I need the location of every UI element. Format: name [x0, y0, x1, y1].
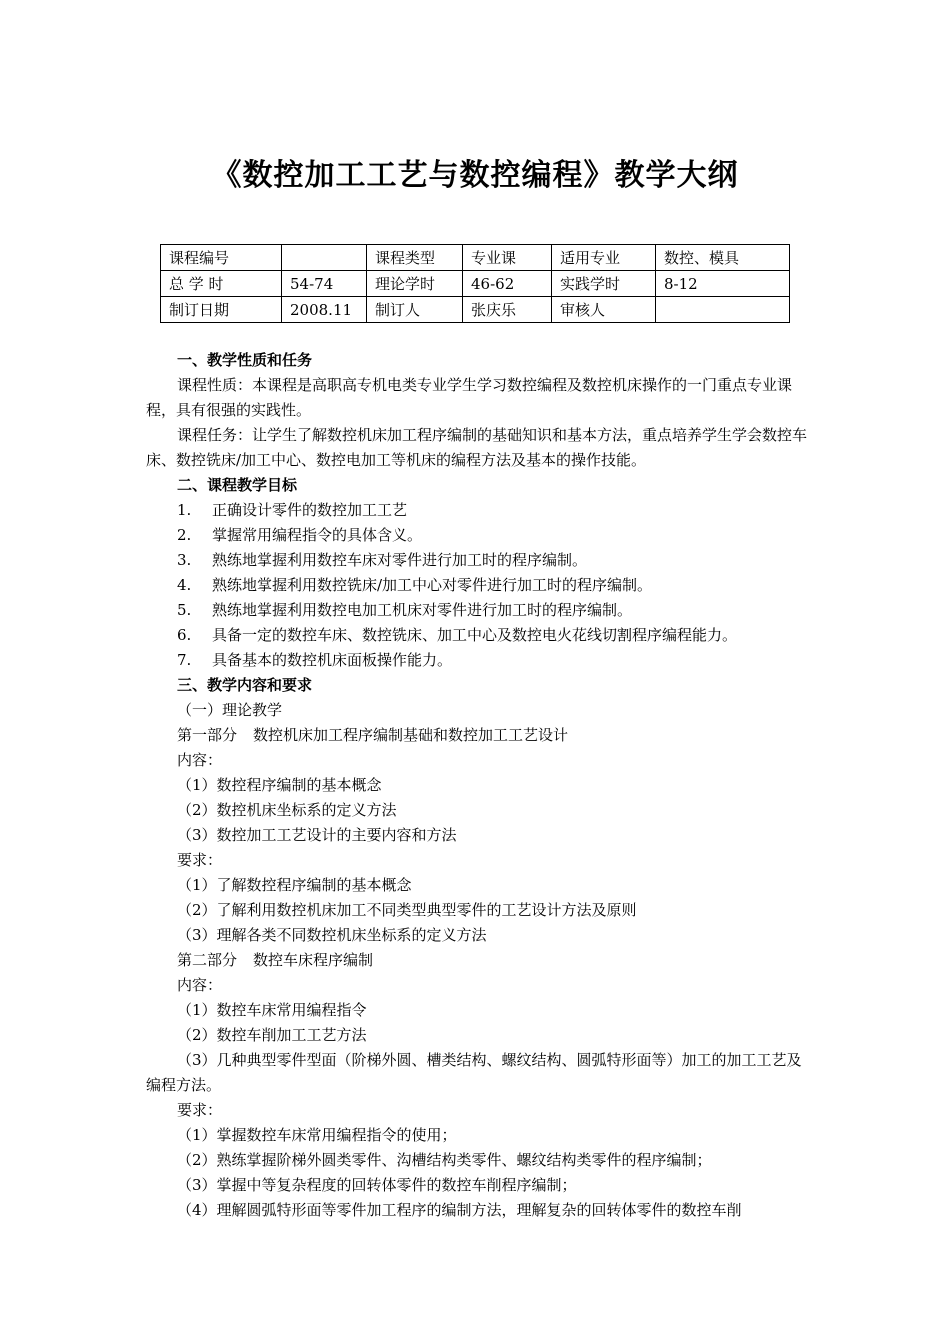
list-item: （2）了解利用数控机床加工不同类型典型零件的工艺设计方法及原则: [177, 901, 637, 919]
list-item: （1）数控车床常用编程指令: [177, 1001, 367, 1019]
table-row: [161, 297, 790, 323]
table-cell: [656, 297, 790, 323]
table-cell: 实践学时: [552, 271, 656, 297]
table-cell: [282, 245, 367, 271]
list-item: （2）熟练掌握阶梯外圆类零件、沟槽结构类零件、螺纹结构类零件的程序编制；: [177, 1151, 712, 1169]
requirement-label: 要求：: [177, 851, 223, 869]
list-item: 4. 熟练地掌握利用数控铣床/加工中心对零件进行加工时的程序编制。: [177, 576, 653, 594]
table-cell: 54-74: [282, 271, 367, 297]
part-heading: 第二部分 数控车床程序编制: [177, 951, 374, 969]
list-item: （3）理解各类不同数控机床坐标系的定义方法: [177, 926, 487, 944]
part-heading: 第一部分 数控机床加工程序编制基础和数控加工工艺设计: [177, 726, 569, 744]
table-cell: 制订人: [367, 297, 463, 323]
paragraph-course-task: 课程任务：让学生了解数控机床加工程序编制的基础知识和基本方法，重点培养学生学会数控车床、数控铣床/加工中心、数控电加工等机床的编程方法及基本的操作技能。: [146, 426, 808, 469]
table-cell: 数控、模具: [656, 245, 790, 271]
paragraph-course-nature: 课程性质：本课程是高职高专机电类专业学生学习数控编程及数控机床操作的一门重点专业课程，具有很强的实践性。: [146, 376, 793, 419]
list-item: 5. 熟练地掌握利用数控电加工机床对零件进行加工时的程序编制。: [177, 601, 633, 619]
content-label: 内容：: [177, 751, 223, 769]
table-row: [161, 271, 790, 297]
table-cell: 审核人: [552, 297, 656, 323]
requirement-label: 要求：: [177, 1101, 223, 1119]
list-item: 7. 具备基本的数控机床面板操作能力。: [177, 651, 453, 669]
table-cell: 46-62: [463, 271, 552, 297]
table-cell: 理论学时: [367, 271, 463, 297]
table-cell: 张庆乐: [463, 297, 552, 323]
list-item: 6. 具备一定的数控车床、数控铣床、加工中心及数控电火花线切割程序编程能力。: [177, 626, 738, 644]
table-cell: 课程编号: [161, 245, 282, 271]
list-item: 2. 掌握常用编程指令的具体含义。: [177, 526, 423, 544]
section-heading: 二、课程教学目标: [177, 476, 298, 494]
list-item: 3. 熟练地掌握利用数控车床对零件进行加工时的程序编制。: [177, 551, 588, 569]
table-cell: 制订日期: [161, 297, 282, 323]
list-item: （1）了解数控程序编制的基本概念: [177, 876, 412, 894]
table-cell: 专业课: [463, 245, 552, 271]
section-heading: 一、教学性质和任务: [177, 351, 313, 369]
list-item: （3）数控加工工艺设计的主要内容和方法: [177, 826, 457, 844]
table-cell: 总 学 时: [161, 271, 282, 297]
course-info-table: [160, 244, 790, 323]
section-heading: 三、教学内容和要求: [177, 676, 313, 694]
table-cell: 8-12: [656, 271, 790, 297]
document-body: [146, 348, 810, 1223]
table-cell: 2008.11: [282, 297, 367, 323]
list-item: （3）掌握中等复杂程度的回转体零件的数控车削程序编制；: [177, 1176, 577, 1194]
list-item: （4）理解圆弧特形面等零件加工程序的编制方法，理解复杂的回转体零件的数控车削: [177, 1201, 742, 1219]
list-item: （2）数控车削加工工艺方法: [177, 1026, 367, 1044]
page-title: 《数控加工工艺与数控编程》教学大纲: [211, 158, 739, 193]
content-label: 内容：: [177, 976, 223, 994]
table-cell: 课程类型: [367, 245, 463, 271]
list-item: 1. 正确设计零件的数控加工工艺: [177, 501, 408, 519]
table-row: [161, 245, 790, 271]
table-cell: 适用专业: [552, 245, 656, 271]
subsection-heading: （一）理论教学: [177, 701, 283, 719]
list-item: （3）几种典型零件型面（阶梯外圆、槽类结构、螺纹结构、圆弧特形面等）加工的加工工艺及编程方法。: [146, 1051, 802, 1094]
list-item: （2）数控机床坐标系的定义方法: [177, 801, 397, 819]
list-item: （1）数控程序编制的基本概念: [177, 776, 382, 794]
list-item: （1）掌握数控车床常用编程指令的使用；: [177, 1126, 457, 1144]
